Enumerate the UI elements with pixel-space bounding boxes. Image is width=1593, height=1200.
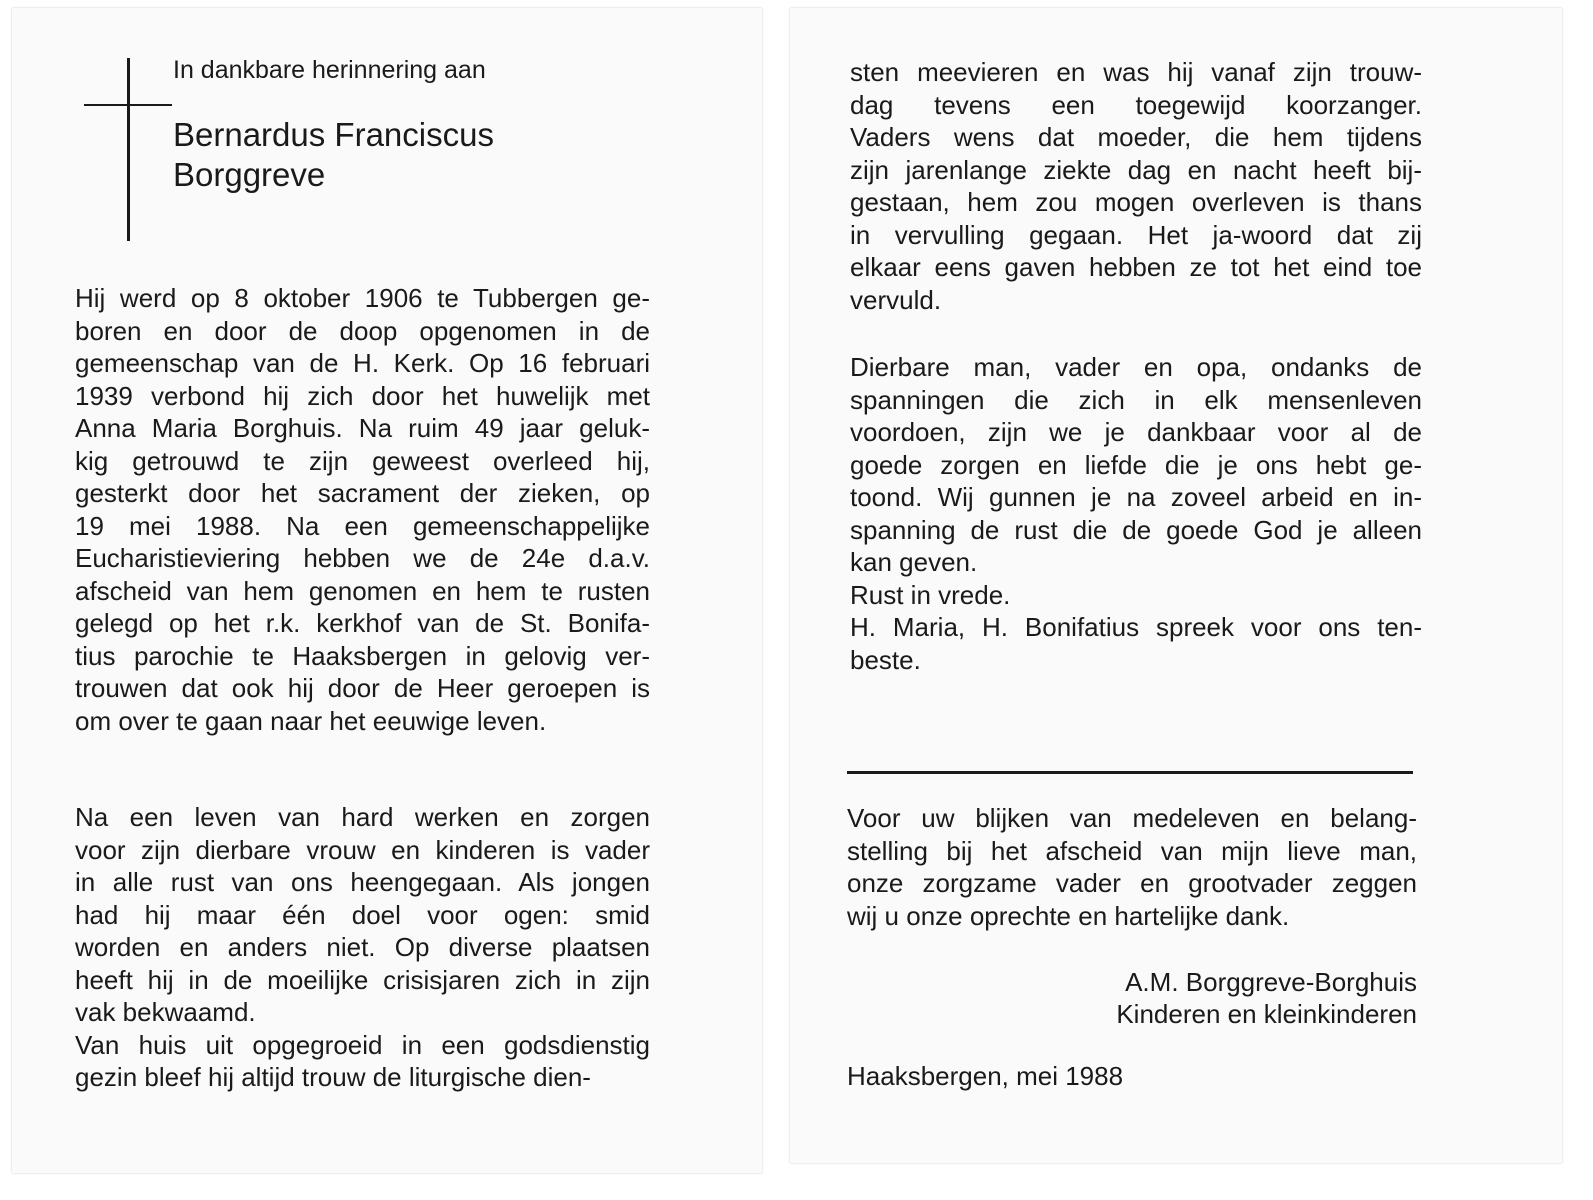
text-line: stelling bij het afscheid van mijn lieve man, bbox=[847, 835, 1417, 866]
text-line: zijn jarenlange ziekte dag en nacht heeft bij- bbox=[850, 154, 1422, 185]
text-line: gelegd op het r.k. kerkhof van de St. Bonifa- bbox=[75, 608, 650, 638]
name-line-1: Bernardus Franciscus bbox=[173, 116, 494, 153]
right-paragraph-2 bbox=[850, 351, 1422, 676]
text-line: trouwen dat ook hij door de Heer geroepen is bbox=[75, 673, 650, 703]
text-line: Hij werd op 8 oktober 1906 te Tubbergen ge- bbox=[75, 283, 650, 313]
text-line: heeft hij in de moeilijke crisisjaren zich in zijn bbox=[75, 964, 650, 995]
text-line: voor zijn dierbare vrouw en kinderen is vader bbox=[75, 834, 650, 865]
signature-line-2: Kinderen en kleinkinderen bbox=[1116, 999, 1417, 1029]
text-line: tius parochie te Haaksbergen in gelovig ver- bbox=[75, 640, 650, 671]
text-line: boren en door de doop opgenomen in de bbox=[75, 315, 650, 346]
left-paragraph-2 bbox=[75, 801, 650, 1094]
text-line: goede zorgen en liefde die je ons hebt ge- bbox=[850, 449, 1422, 480]
text-line: spanningen die zich in elk mensenleven bbox=[850, 384, 1422, 415]
right-paragraph-1 bbox=[850, 56, 1422, 316]
text-line: afscheid van hem genomen en hem te rusten bbox=[75, 575, 650, 606]
text-line: spanning de rust die de goede God je alleen bbox=[850, 514, 1422, 545]
text-line: in vervulling gegaan. Het ja-woord dat zij bbox=[850, 219, 1422, 250]
intro-text: In dankbare herinnering aan bbox=[173, 56, 486, 84]
text-line: gemeenschap van de H. Kerk. Op 16 februari bbox=[75, 348, 650, 378]
signature bbox=[1116, 966, 1417, 1030]
text-line: Eucharistieviering hebben we de 24e d.a.v. bbox=[75, 543, 650, 573]
text-line: vervuld. bbox=[850, 284, 942, 315]
text-line: in alle rust van ons heengegaan. Als jongen bbox=[75, 867, 650, 897]
text-line: Rust in vrede. bbox=[850, 579, 1011, 610]
text-line: voordoen, zijn we je dankbaar voor al de bbox=[850, 417, 1422, 447]
cross-horizontal bbox=[84, 104, 172, 106]
text-line: wij u onze oprechte en hartelijke dank. bbox=[847, 900, 1290, 931]
text-line: elkaar eens gaven hebben ze tot het eind toe bbox=[850, 252, 1422, 282]
text-line: gestaan, hem zou mogen overleven is thans bbox=[850, 187, 1422, 217]
text-line: 19 mei 1988. Na een gemeenschappelijke bbox=[75, 510, 650, 541]
cross-vertical bbox=[127, 58, 130, 241]
thanks-paragraph bbox=[847, 802, 1417, 932]
text-line: Vaders wens dat moeder, die hem tijdens bbox=[850, 122, 1422, 152]
left-paragraph-1 bbox=[75, 282, 650, 737]
place-date: Haaksbergen, mei 1988 bbox=[847, 1061, 1124, 1091]
text-line: Dierbare man, vader en opa, ondanks de bbox=[850, 352, 1422, 382]
deceased-name bbox=[173, 115, 494, 195]
text-line: had hij maar één doel voor ogen: smid bbox=[75, 899, 650, 930]
text-line: toond. Wij gunnen je na zoveel arbeid en in- bbox=[850, 482, 1422, 512]
text-line: kig getrouwd te zijn geweest overleed hij, bbox=[75, 445, 650, 476]
text-line: Van huis uit opgegroeid in een godsdienstig bbox=[75, 1029, 650, 1060]
text-line: vak bekwaamd. bbox=[75, 997, 256, 1027]
divider-line bbox=[847, 771, 1413, 774]
text-line: kan geven. bbox=[850, 547, 978, 577]
text-line: Anna Maria Borghuis. Na ruim 49 jaar geluk- bbox=[75, 413, 650, 443]
text-line: dag tevens een toegewijd koorzanger. bbox=[850, 89, 1422, 120]
text-line: onze zorgzame vader en grootvader zeggen bbox=[847, 868, 1417, 898]
text-line: gesterkt door het sacrament der zieken, op bbox=[75, 478, 650, 508]
text-line: worden en anders niet. Op diverse plaatsen bbox=[75, 932, 650, 962]
name-line-2: Borggreve bbox=[173, 156, 326, 193]
signature-line-1: A.M. Borggreve-Borghuis bbox=[1125, 967, 1417, 997]
text-line: Na een leven van hard werken en zorgen bbox=[75, 802, 650, 832]
text-line: Voor uw blijken van medeleven en belang- bbox=[847, 803, 1417, 833]
text-line: H. Maria, H. Bonifatius spreek voor ons ten- bbox=[850, 612, 1422, 642]
text-line: beste. bbox=[850, 644, 921, 675]
text-line: om over te gaan naar het eeuwige leven. bbox=[75, 705, 547, 736]
text-line: sten meevieren en was hij vanaf zijn trouw- bbox=[850, 57, 1422, 87]
text-line: gezin bleef hij altijd trouw de liturgische dien- bbox=[75, 1062, 591, 1092]
text-line: 1939 verbond hij zich door het huwelijk met bbox=[75, 380, 650, 411]
